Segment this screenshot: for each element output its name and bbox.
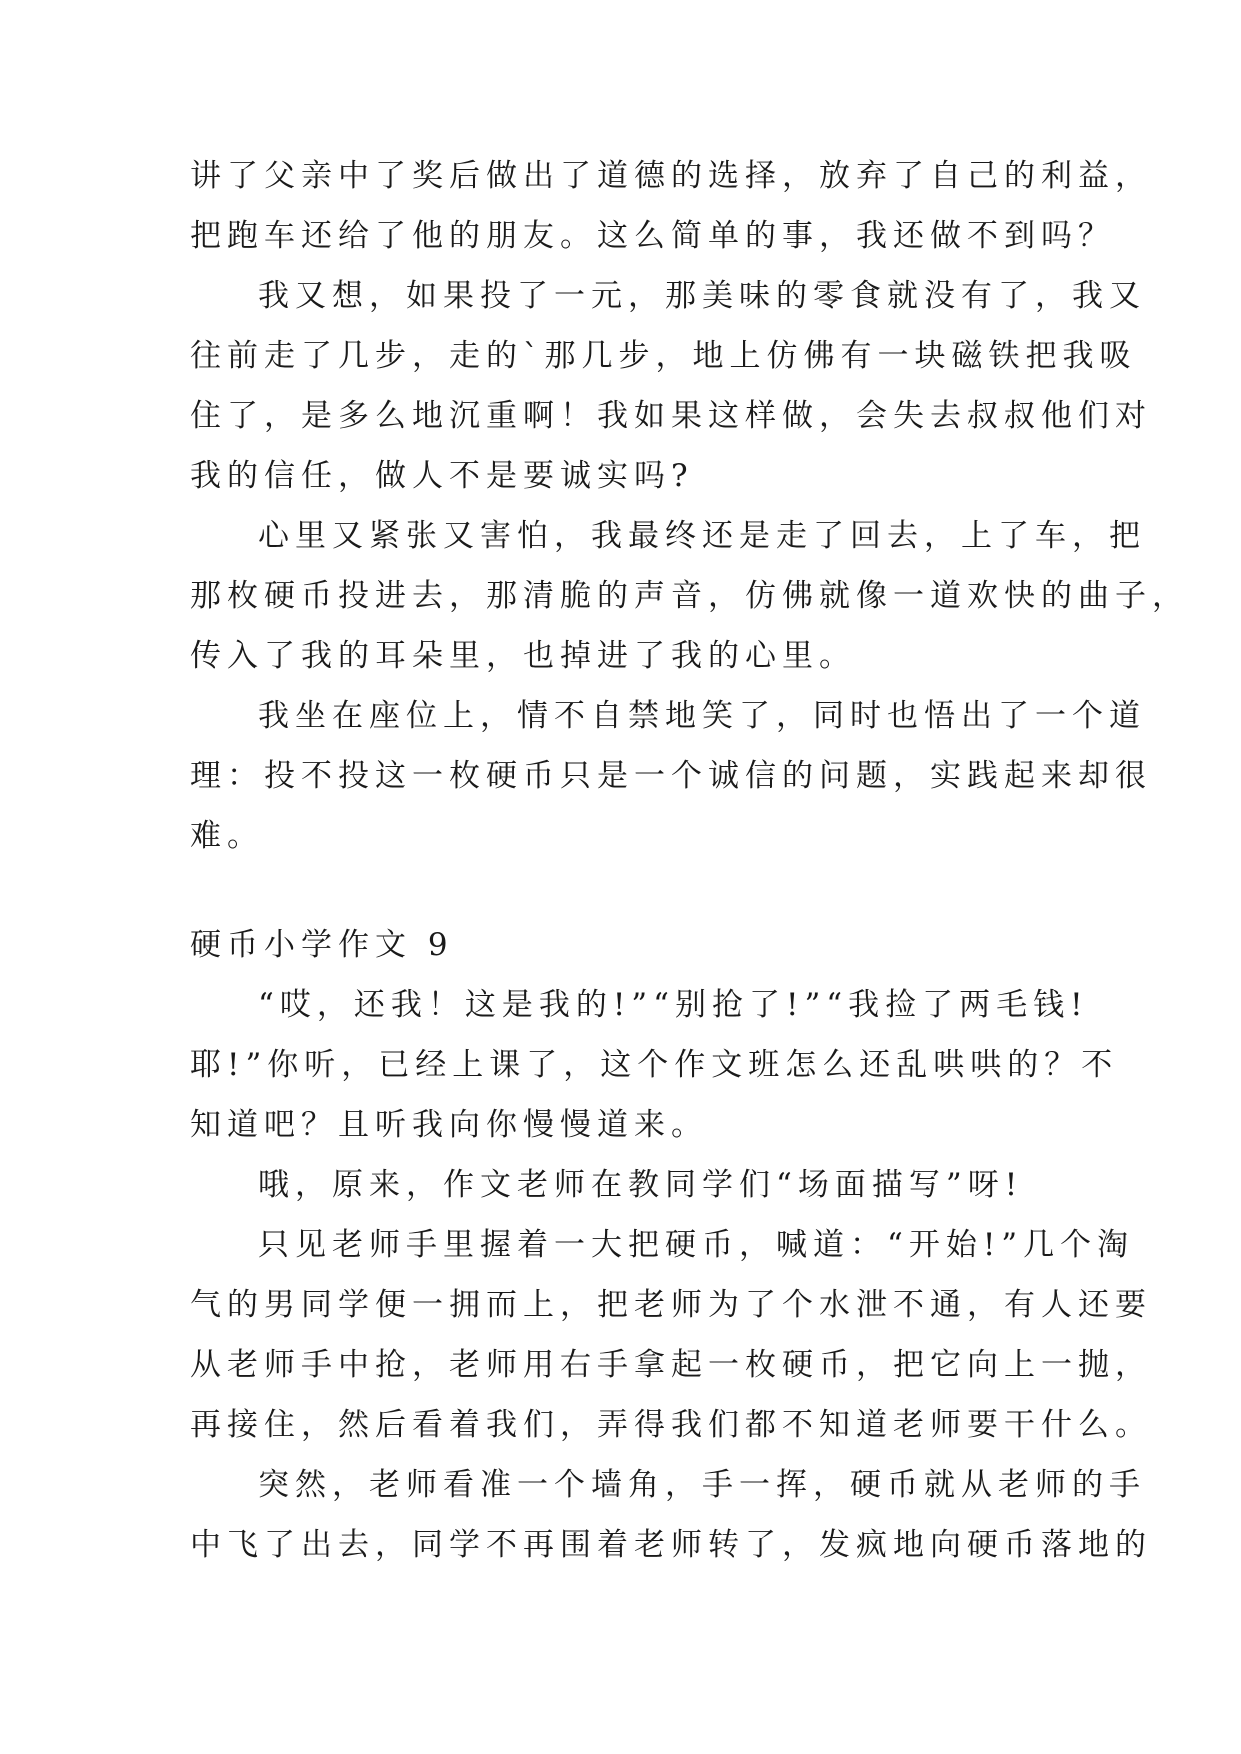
paragraph-line: 哦，原来，作文老师在教同学们“场面描写”呀! [258, 1167, 1024, 1203]
paragraph-line: 只见老师手里握着一大把硬币，喊道：“开始!”几个淘 [258, 1227, 1135, 1263]
paragraph-line: 理：投不投这一枚硬币只是一个诚信的问题，实践起来却很 [190, 758, 1152, 794]
paragraph-line: 知道吧？且听我向你慢慢道来。 [190, 1107, 708, 1143]
paragraph-line: “哎，还我！这是我的!”“别抢了!”“我捡了两毛钱! [258, 987, 1089, 1023]
paragraph-line: 传入了我的耳朵里，也掉进了我的心里。 [190, 638, 856, 674]
paragraph-line: 往前走了几步，走的`那几步，地上仿佛有一块磁铁把我吸 [190, 338, 1137, 374]
paragraph-line: 把跑车还给了他的朋友。这么简单的事，我还做不到吗？ [190, 218, 1115, 254]
paragraph-line: 心里又紧张又害怕，我最终还是走了回去，上了车，把 [258, 518, 1146, 554]
paragraph-line: 那枚硬币投进去，那清脆的声音，仿佛就像一道欢快的曲子， [190, 578, 1189, 614]
paragraph-line: 耶!”你听，已经上课了，这个作文班怎么还乱哄哄的？不 [190, 1047, 1119, 1083]
paragraph-line: 气的男同学便一拥而上，把老师为了个水泄不通，有人还要 [190, 1287, 1152, 1323]
paragraph-line: 难。 [190, 818, 264, 854]
paragraph-line: 住了，是多么地沉重啊！我如果这样做，会失去叔叔他们对 [190, 398, 1152, 434]
paragraph-line: 从老师手中抢，老师用右手拿起一枚硬币，把它向上一抛， [190, 1347, 1152, 1383]
paragraph-line: 讲了父亲中了奖后做出了道德的选择，放弃了自己的利益， [190, 158, 1152, 194]
paragraph-line: 我的信任，做人不是要诚实吗? [190, 458, 694, 494]
essay-section-bottom [190, 975, 1152, 1575]
paragraph-line: 我坐在座位上，情不自禁地笑了，同时也悟出了一个道 [258, 698, 1146, 734]
paragraph-line: 我又想，如果投了一元，那美味的零食就没有了，我又 [258, 278, 1146, 314]
paragraph-line: 中飞了出去，同学不再围着老师转了，发疯地向硬币落地的 [190, 1527, 1152, 1563]
paragraph-line: 突然，老师看准一个墙角，手一挥，硬币就从老师的手 [258, 1467, 1146, 1503]
paragraph-line: 再接住，然后看着我们，弄得我们都不知道老师要干什么。 [190, 1407, 1152, 1443]
essay-heading: 硬币小学作文 9 [190, 927, 454, 963]
essay-section-top [190, 146, 1189, 866]
